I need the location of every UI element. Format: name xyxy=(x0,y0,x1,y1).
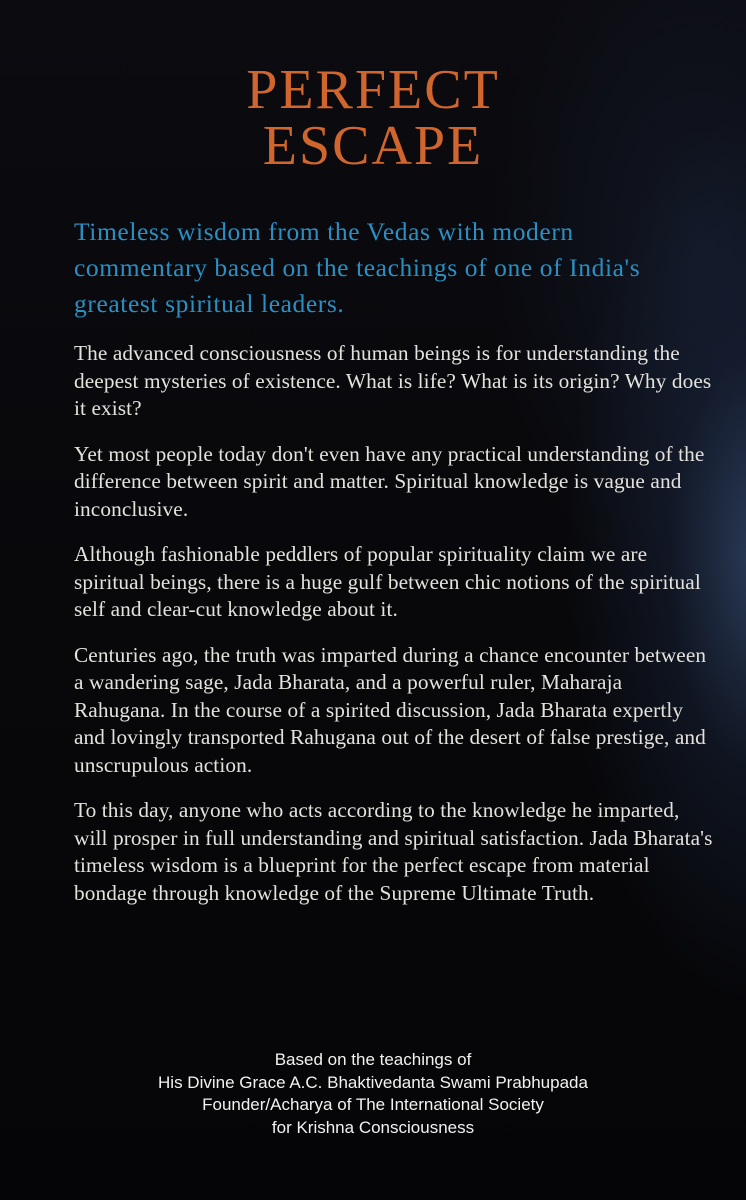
author-credit xyxy=(0,1049,746,1139)
description xyxy=(74,340,714,925)
description-paragraph-5: To this day, anyone who acts according to the knowledge he imparted, will prosper in full understanding and spiritual satisfaction. Jada Bharata's timeless wisdom is a blueprint for the perfect escape from material bondage through knowledge of the Supreme Ultimate Truth. xyxy=(74,798,713,905)
book-title xyxy=(0,59,746,177)
description-paragraph-4: Centuries ago, the truth was imparted during a chance encounter between a wandering sage, Jada Bharata, and a powerful ruler, Maharaja Rahugana. In the course of a spirited discussion, Jada Bharata expertly and lovingly transported Rahugana out of the desert of false prestige, and unscrupulous action. xyxy=(74,642,707,777)
credit-line-1: Based on the teachings of xyxy=(274,1050,472,1069)
description-paragraph-1: The advanced consciousness of human beings is for understanding the deepest mysteries of existence. What is life? What is its origin? Why does it exist? xyxy=(74,341,712,420)
book-title-line-2: ESCAPE xyxy=(262,115,484,177)
tagline: Timeless wisdom from the Vedas with modern commentary based on the teachings of one of India's greatest spiritual leaders. xyxy=(74,217,641,318)
description-paragraph-2: Yet most people today don't even have any practical understanding of the difference between spirit and matter. Spiritual knowledge is vague and inconclusive. xyxy=(74,441,705,521)
credit-line-3: Founder/Acharya of The International Society xyxy=(202,1095,544,1114)
credit-line-4: for Krishna Consciousness xyxy=(271,1117,475,1137)
credit-line-2: His Divine Grace A.C. Bhaktivedanta Swami Prabhupada xyxy=(158,1072,588,1092)
description-paragraph-3: Although fashionable peddlers of popular spirituality claim we are spiritual beings, there is a huge gulf between chic notions of the spiritual self and clear-cut knowledge about it. xyxy=(74,542,701,621)
book-title-line-1: PERFECT xyxy=(246,59,500,121)
